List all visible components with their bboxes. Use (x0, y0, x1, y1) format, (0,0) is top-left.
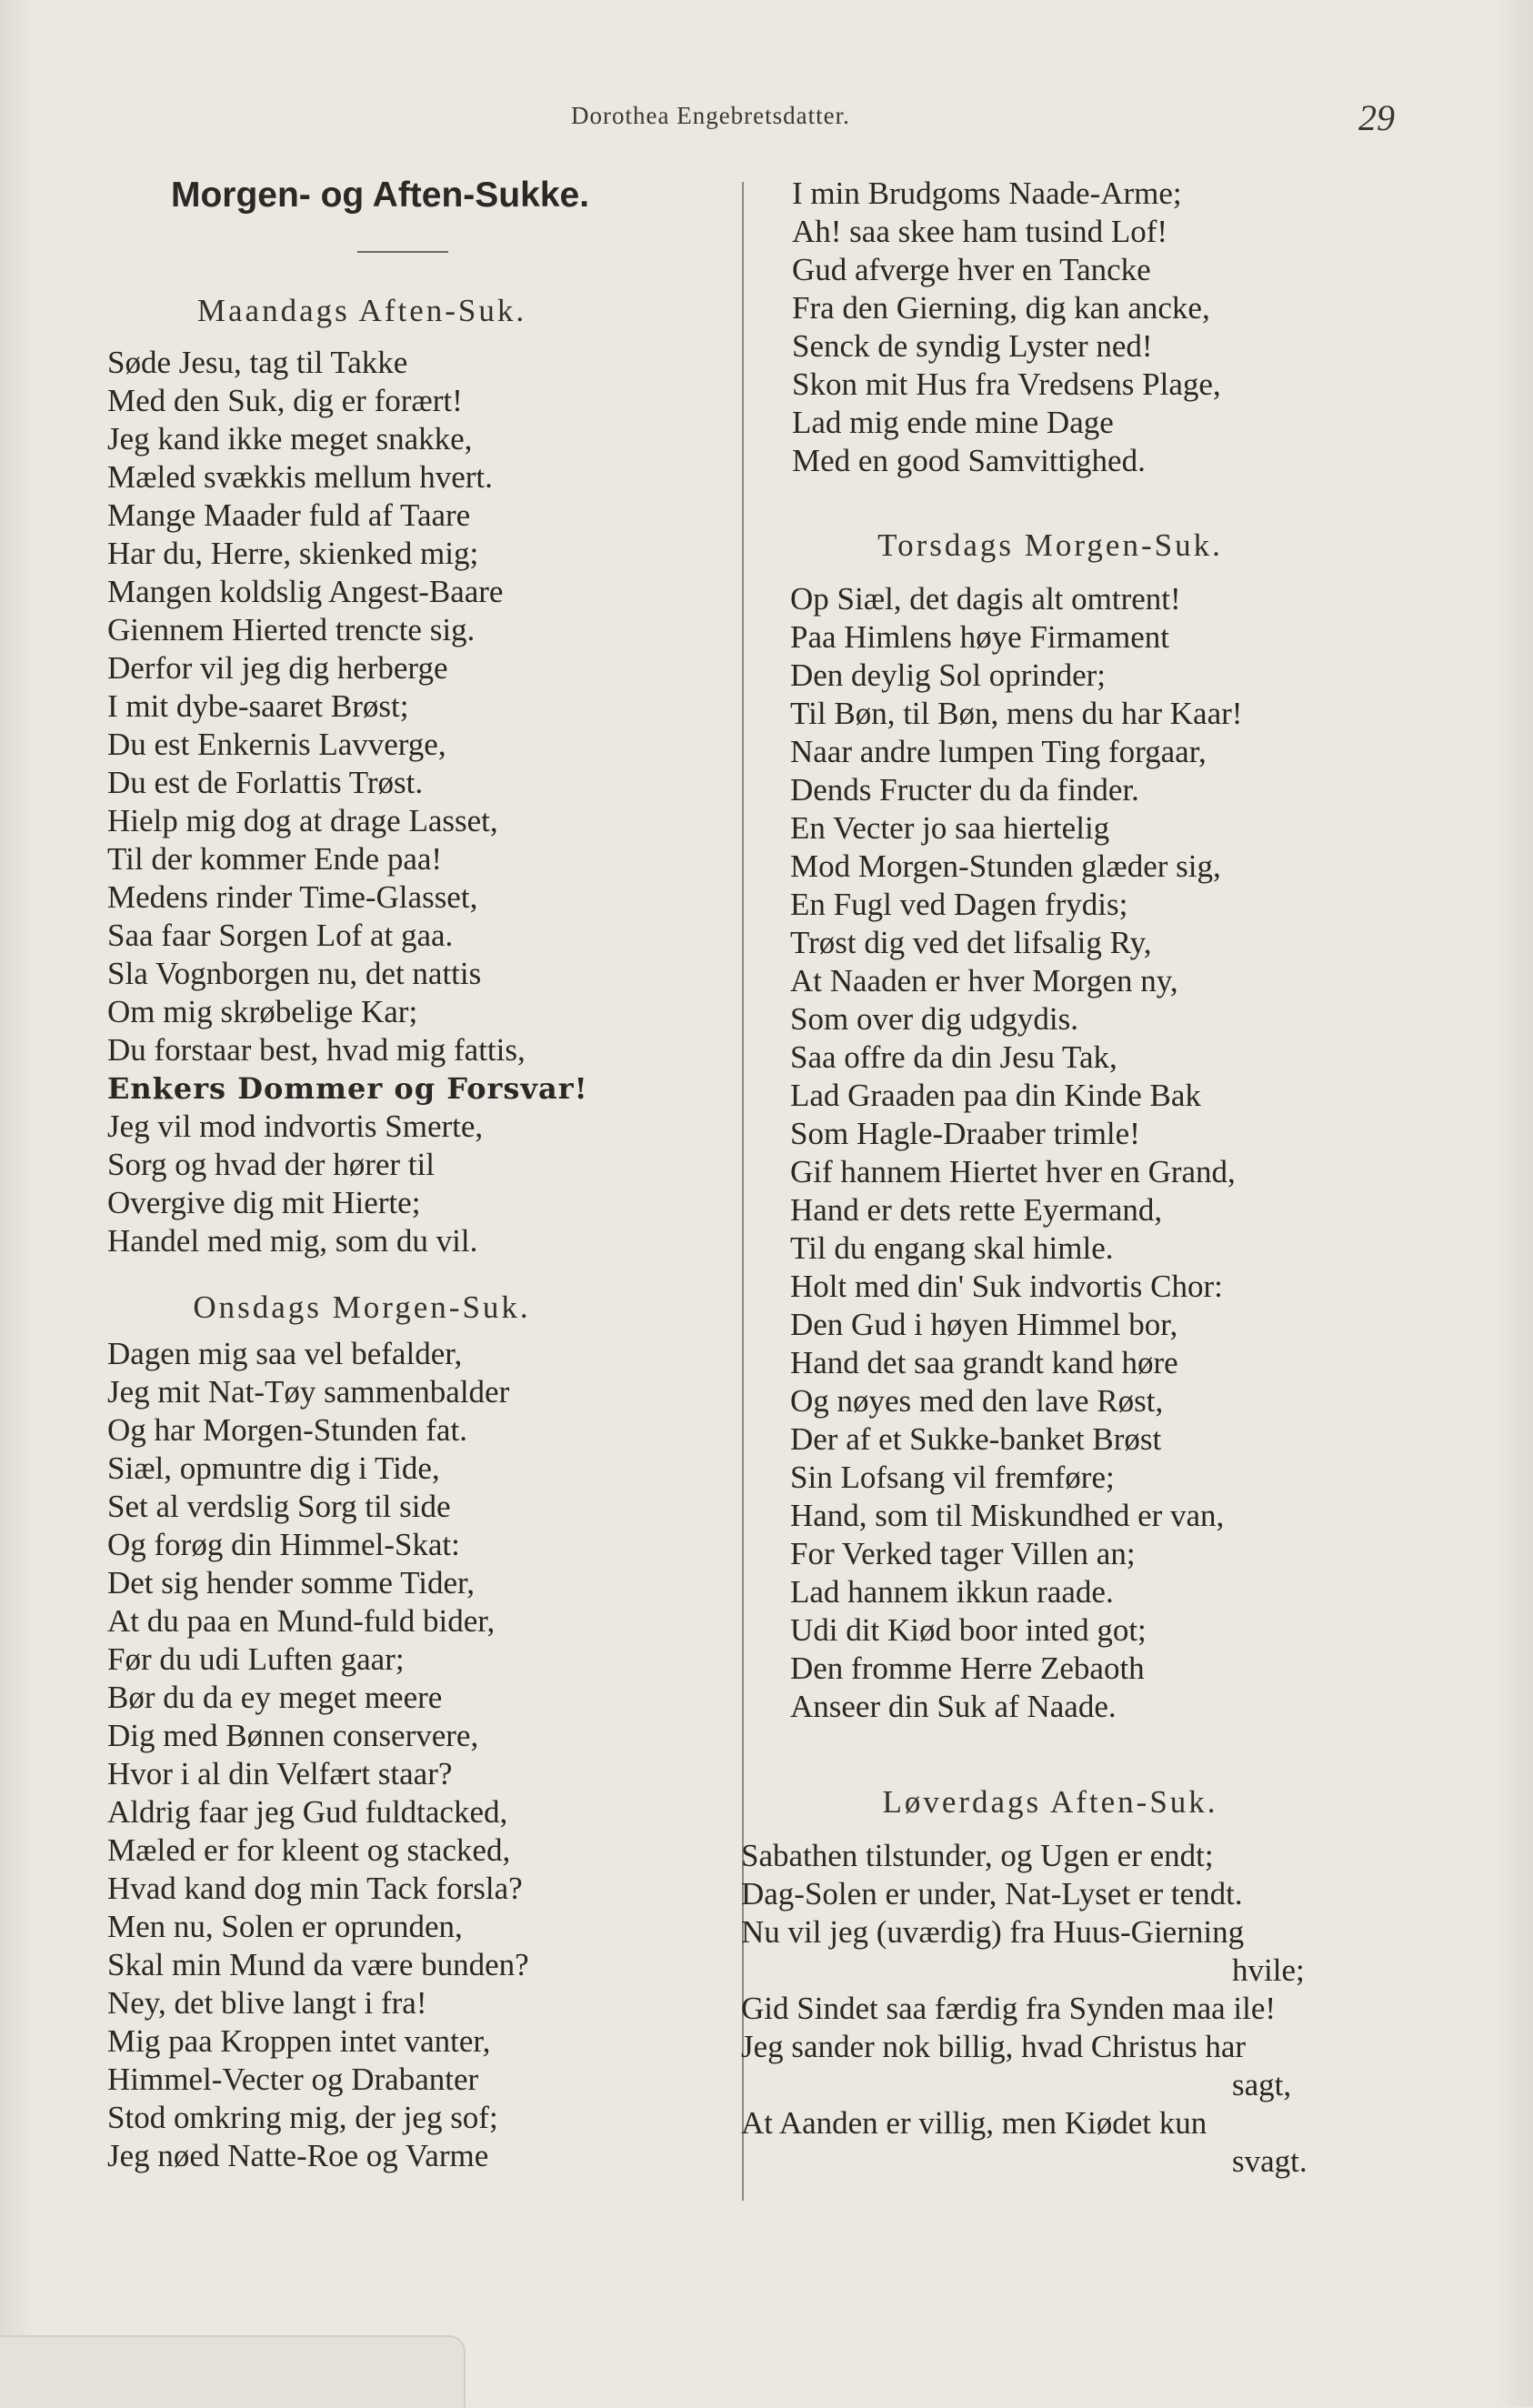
verse-line: Jeg nøed Natte-Roe og Varme (107, 2138, 489, 2173)
verse-line: Fra den Gierning, dig kan ancke, (792, 290, 1210, 326)
verse-line: Med den Suk, dig er forært! (107, 383, 463, 418)
verse-line: Har du, Herre, skienked mig; (107, 536, 479, 571)
title-rule (357, 251, 448, 253)
verse-line: Og har Morgen-Stunden fat. (107, 1412, 467, 1448)
verse-line: Som over dig udgydis. (790, 1001, 1078, 1037)
verse-line: Sla Vognborgen nu, det nattis (107, 956, 482, 991)
verse-line: Mod Morgen-Stunden glæder sig, (790, 848, 1221, 884)
verse-line: Saa faar Sorgen Lof at gaa. (107, 918, 454, 953)
verse-line: Jeg kand ikke meget snakke, (107, 421, 473, 457)
verse-line: Aldrig faar jeg Gud fuldtacked, (107, 1794, 508, 1830)
verse-line: I mit dybe-saaret Brøst; (107, 688, 409, 724)
verse-line: Det sig hender somme Tider, (107, 1565, 475, 1600)
verse-line: Om mig skrøbelige Kar; (107, 994, 418, 1029)
verse-line: Hand det saa grandt kand høre (790, 1345, 1178, 1380)
verse-line: Som Hagle-Draaber trimle! (790, 1116, 1140, 1151)
verse-line: Udi dit Kiød boor inted got; (790, 1612, 1147, 1648)
verse-line: Anseer din Suk af Naade. (790, 1689, 1117, 1724)
verse-line: Holt med din' Suk indvortis Chor: (790, 1269, 1223, 1304)
left-column (107, 164, 662, 2175)
poem-torsdag (790, 580, 1441, 1726)
verse-line: Dends Fructer du da finder. (790, 772, 1139, 808)
verse-line: Mæled svækkis mellum hvert. (107, 459, 493, 495)
verse-line: Men nu, Solen er oprunden, (107, 1909, 463, 1944)
page-number: 29 (1358, 97, 1395, 138)
verse-line: Siæl, opmuntre dig i Tide, (107, 1450, 440, 1486)
section-title-torsdag: Torsdags Morgen-Suk. (877, 527, 1223, 563)
verse-line: Giennem Hierted trencte sig. (107, 612, 476, 647)
verse-line: Med en good Samvittighed. (792, 443, 1146, 478)
verse-line: Dig med Bønnen conservere, (107, 1718, 479, 1753)
verse-line: Hielp mig dog at drage Lasset, (107, 803, 498, 838)
verse-line: Gif hannem Hiertet hver en Grand, (790, 1154, 1236, 1189)
verse-line: I min Brudgoms Naade-Arme; (792, 176, 1182, 211)
verse-line: Skal min Mund da være bunden? (107, 1947, 529, 1982)
verse-line: Sin Lofsang vil fremføre; (790, 1460, 1115, 1495)
verse-line: Mangen koldslig Angest-Baare (107, 574, 504, 609)
verse-line: Du est de Forlattis Trøst. (107, 765, 424, 800)
running-title: Dorothea Engebretsdatter. (571, 102, 850, 129)
verse-line: En Vecter jo saa hiertelig (790, 810, 1110, 846)
verse-line: Derfor vil jeg dig herberge (107, 650, 448, 686)
verse-line: Naar andre lumpen Ting forgaar, (790, 734, 1207, 769)
section-title-loverdag: Løverdags Aften-Suk. (882, 1784, 1218, 1820)
verse-line: Før du udi Luften gaar; (107, 1641, 405, 1677)
verse-line: Jeg mit Nat-Tøy sammenbalder (107, 1374, 510, 1410)
verse-line: Hand, som til Miskundhed er van, (790, 1498, 1225, 1533)
verse-line: At Naaden er hver Morgen ny, (790, 963, 1178, 998)
verse-line: Gud afverge hver en Tancke (792, 252, 1151, 287)
verse-line: Til der kommer Ende paa! (107, 841, 443, 877)
verse-line: Paa Himlens høye Firmament (790, 619, 1170, 655)
verse-line: Sorg og hvad der hører til (107, 1147, 435, 1182)
verse-line: Hvor i al din Velfært staar? (107, 1756, 453, 1791)
verse-line: Nu vil jeg (uværdig) fra Huus-Gierning (741, 1914, 1245, 1950)
verse-line: Mæled er for kleent og stacked, (107, 1832, 511, 1868)
verse-line: Og nøyes med den lave Røst, (790, 1383, 1164, 1419)
verse-line: Dag-Solen er under, Nat-Lyset er tendt. (741, 1876, 1243, 1911)
verse-line: Medens rinder Time-Glasset, (107, 879, 478, 915)
poem-onsdag-continued (792, 175, 1441, 480)
verse-line: At du paa en Mund-fuld bider, (107, 1603, 496, 1639)
verse-line: Lad hannem ikkun raade. (790, 1574, 1114, 1610)
verse-line: Skon mit Hus fra Vredsens Plage, (792, 366, 1221, 402)
verse-line: Mange Maader fuld af Taare (107, 497, 471, 533)
verse-line: Bør du da ey meget meere (107, 1680, 443, 1715)
verse-line: Hvad kand dog min Tack forsla? (107, 1871, 523, 1906)
verse-line: Ney, det blive langt i fra! (107, 1985, 427, 2021)
section-title-maandag: Maandags Aften-Suk. (196, 293, 527, 328)
verse-line: Sabathen tilstunder, og Ugen er endt; (741, 1838, 1214, 1873)
verse-line: Der af et Sukke-banket Brøst (790, 1421, 1162, 1457)
verse-line: Og forøg din Himmel-Skat: (107, 1527, 460, 1562)
verse-line: Op Siæl, det dagis alt omtrent! (790, 581, 1181, 617)
running-header (0, 97, 1533, 138)
verse-line: Søde Jesu, tag til Takke (107, 345, 408, 380)
poem-loverdag (741, 1837, 1396, 2181)
poem-onsdag (107, 1335, 662, 2175)
verse-line: Hand er dets rette Eyermand, (790, 1192, 1163, 1228)
verse-line: Den Gud i høyen Himmel bor, (790, 1307, 1178, 1342)
verse-line: Den fromme Herre Zebaoth (790, 1650, 1145, 1686)
verse-line-turnover: hvile; (1232, 1952, 1305, 1988)
verse-line: Senck de syndig Lyster ned! (792, 328, 1153, 364)
verse-line: Himmel-Vecter og Drabanter (107, 2062, 479, 2097)
verse-line: Den deylig Sol oprinder; (790, 657, 1107, 693)
section-title-onsdag: Onsdags Morgen-Suk. (193, 1289, 531, 1325)
verse-line: Handel med mig, som du vil. (107, 1223, 478, 1259)
page-edge-tab (0, 2335, 466, 2408)
verse-line: Ah! saa skee ham tusind Lof! (792, 214, 1168, 249)
verse-line: Overgive dig mit Hierte; (107, 1185, 421, 1220)
right-column (732, 175, 1441, 2181)
verse-line: For Verked tager Villen an; (790, 1536, 1136, 1571)
verse-line: Jeg vil mod indvortis Smerte, (107, 1109, 484, 1144)
verse-line: Set al verdslig Sorg til side (107, 1489, 451, 1524)
verse-line: At Aanden er villig, men Kiødet kun (741, 2105, 1207, 2141)
poem-maandag (107, 344, 662, 1260)
verse-line: Til Bøn, til Bøn, mens du har Kaar! (790, 696, 1243, 731)
verse-line: Du forstaar best, hvad mig fattis, (107, 1032, 526, 1068)
verse-line: Lad Graaden paa din Kinde Bak (790, 1078, 1201, 1113)
verse-line: Saa offre da din Jesu Tak, (790, 1039, 1117, 1075)
verse-line: Lad mig ende mine Dage (792, 405, 1114, 440)
verse-line: Mig paa Kroppen intet vanter, (107, 2023, 491, 2059)
verse-line-turnover: sagt, (1232, 2067, 1292, 2102)
verse-line: Dagen mig saa vel befalder, (107, 1336, 463, 1371)
verse-line: Jeg sander nok billig, hvad Christus har (741, 2029, 1247, 2064)
verse-line-emphasis: Enkers Dommer og Forsvar! (107, 1071, 588, 1106)
verse-line: Gid Sindet saa færdig fra Synden maa ile! (741, 1991, 1277, 2026)
verse-line: Du est Enkernis Lavverge, (107, 727, 446, 762)
verse-line: En Fugl ved Dagen frydis; (790, 887, 1128, 922)
verse-line: Trøst dig ved det lifsalig Ry, (790, 925, 1152, 960)
verse-line: Stod omkring mig, der jeg sof; (107, 2100, 498, 2135)
main-title: Morgen- og Aften-Sukke. (170, 176, 590, 215)
verse-line: Til du engang skal himle. (790, 1230, 1114, 1266)
verse-line-turnover: svagt. (1232, 2143, 1308, 2179)
